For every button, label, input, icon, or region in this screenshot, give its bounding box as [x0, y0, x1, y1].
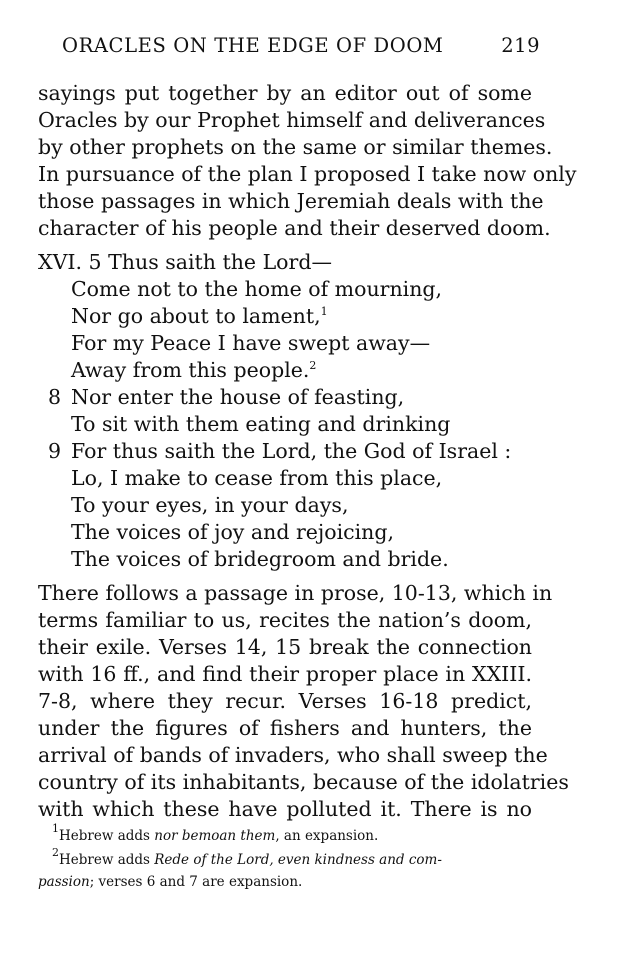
verse-number: 8 — [48, 385, 62, 409]
paragraph-line: their exile. Verses 14, 15 break the connection — [38, 635, 532, 659]
verse-line: The voices of joy and rejoicing, — [71, 520, 395, 544]
paragraph-line: terms familiar to us, recites the nation’s doom, — [38, 608, 532, 632]
verse-number: 9 — [48, 439, 62, 463]
page-number: 219 — [501, 34, 540, 57]
paragraph-line: In pursuance of the plan I proposed I take now only — [38, 162, 577, 186]
verse-line: Come not to the home of mourning, — [71, 277, 443, 301]
footnote: $^1$Hebrew adds nor bemoan them, an expansion. — [52, 822, 379, 844]
verse-line: For thus saith the Lord, the God of Israel : — [71, 439, 512, 463]
paragraph-line: 7-8, where they recur. Verses 16-18 predict, — [38, 689, 532, 713]
footnote-marker: 2 — [52, 846, 59, 859]
paragraph-line: by other prophets on the same or similar themes. — [38, 135, 553, 159]
verse-text: Thus saith the Lord— — [108, 250, 332, 274]
verse-line: Nor enter the house of feasting, — [71, 385, 405, 409]
paragraph-line: sayings put together by an editor out of some — [38, 81, 532, 105]
paragraph-line: with 16 ff., and find their proper place in XXIII. — [38, 662, 532, 686]
verse-line: Lo, I make to cease from this place, — [71, 466, 443, 490]
footnote-marker: 1 — [320, 305, 328, 318]
verse-text: Nor go about to lament, — [71, 304, 321, 328]
paragraph-line: country of its inhabitants, because of the idolatries — [38, 770, 569, 794]
paragraph-line: Oracles by our Prophet himself and deliverances — [38, 108, 546, 132]
paragraph-line: arrival of bands of invaders, who shall sweep the — [38, 743, 548, 767]
verse-line: For my Peace I have swept away— — [71, 331, 431, 355]
paragraph-line: under the figures of fishers and hunters, the — [38, 716, 532, 740]
verse-line — [71, 357, 316, 387]
verse-line: To your eyes, in your days, — [71, 493, 349, 517]
paragraph-line: those passages in which Jeremiah deals with the — [38, 189, 544, 213]
running-title: ORACLES ON THE EDGE OF DOOM — [62, 34, 444, 57]
footnote-marker: 2 — [309, 359, 317, 372]
paragraph-line: character of his people and their deserved doom. — [38, 216, 551, 240]
chapter-reference: XVI. 5 — [38, 250, 102, 274]
verse-text: Away from this people. — [71, 358, 310, 382]
paragraph-line: There follows a passage in prose, 10-13, which in — [38, 581, 553, 605]
paragraph-line: with which these have polluted it. There is no — [38, 797, 532, 821]
verse-line — [71, 303, 328, 333]
footnote: $^2$Hebrew adds Rede of the Lord, even kindness and com- — [52, 846, 442, 868]
footnote-marker: 1 — [52, 822, 59, 835]
verse-intro-line — [38, 249, 332, 276]
verse-line: The voices of bridegroom and bride. — [71, 547, 449, 571]
verse-line: To sit with them eating and drinking — [71, 412, 451, 436]
footnote-continuation: passion; verses 6 and 7 are expansion. — [38, 874, 303, 890]
